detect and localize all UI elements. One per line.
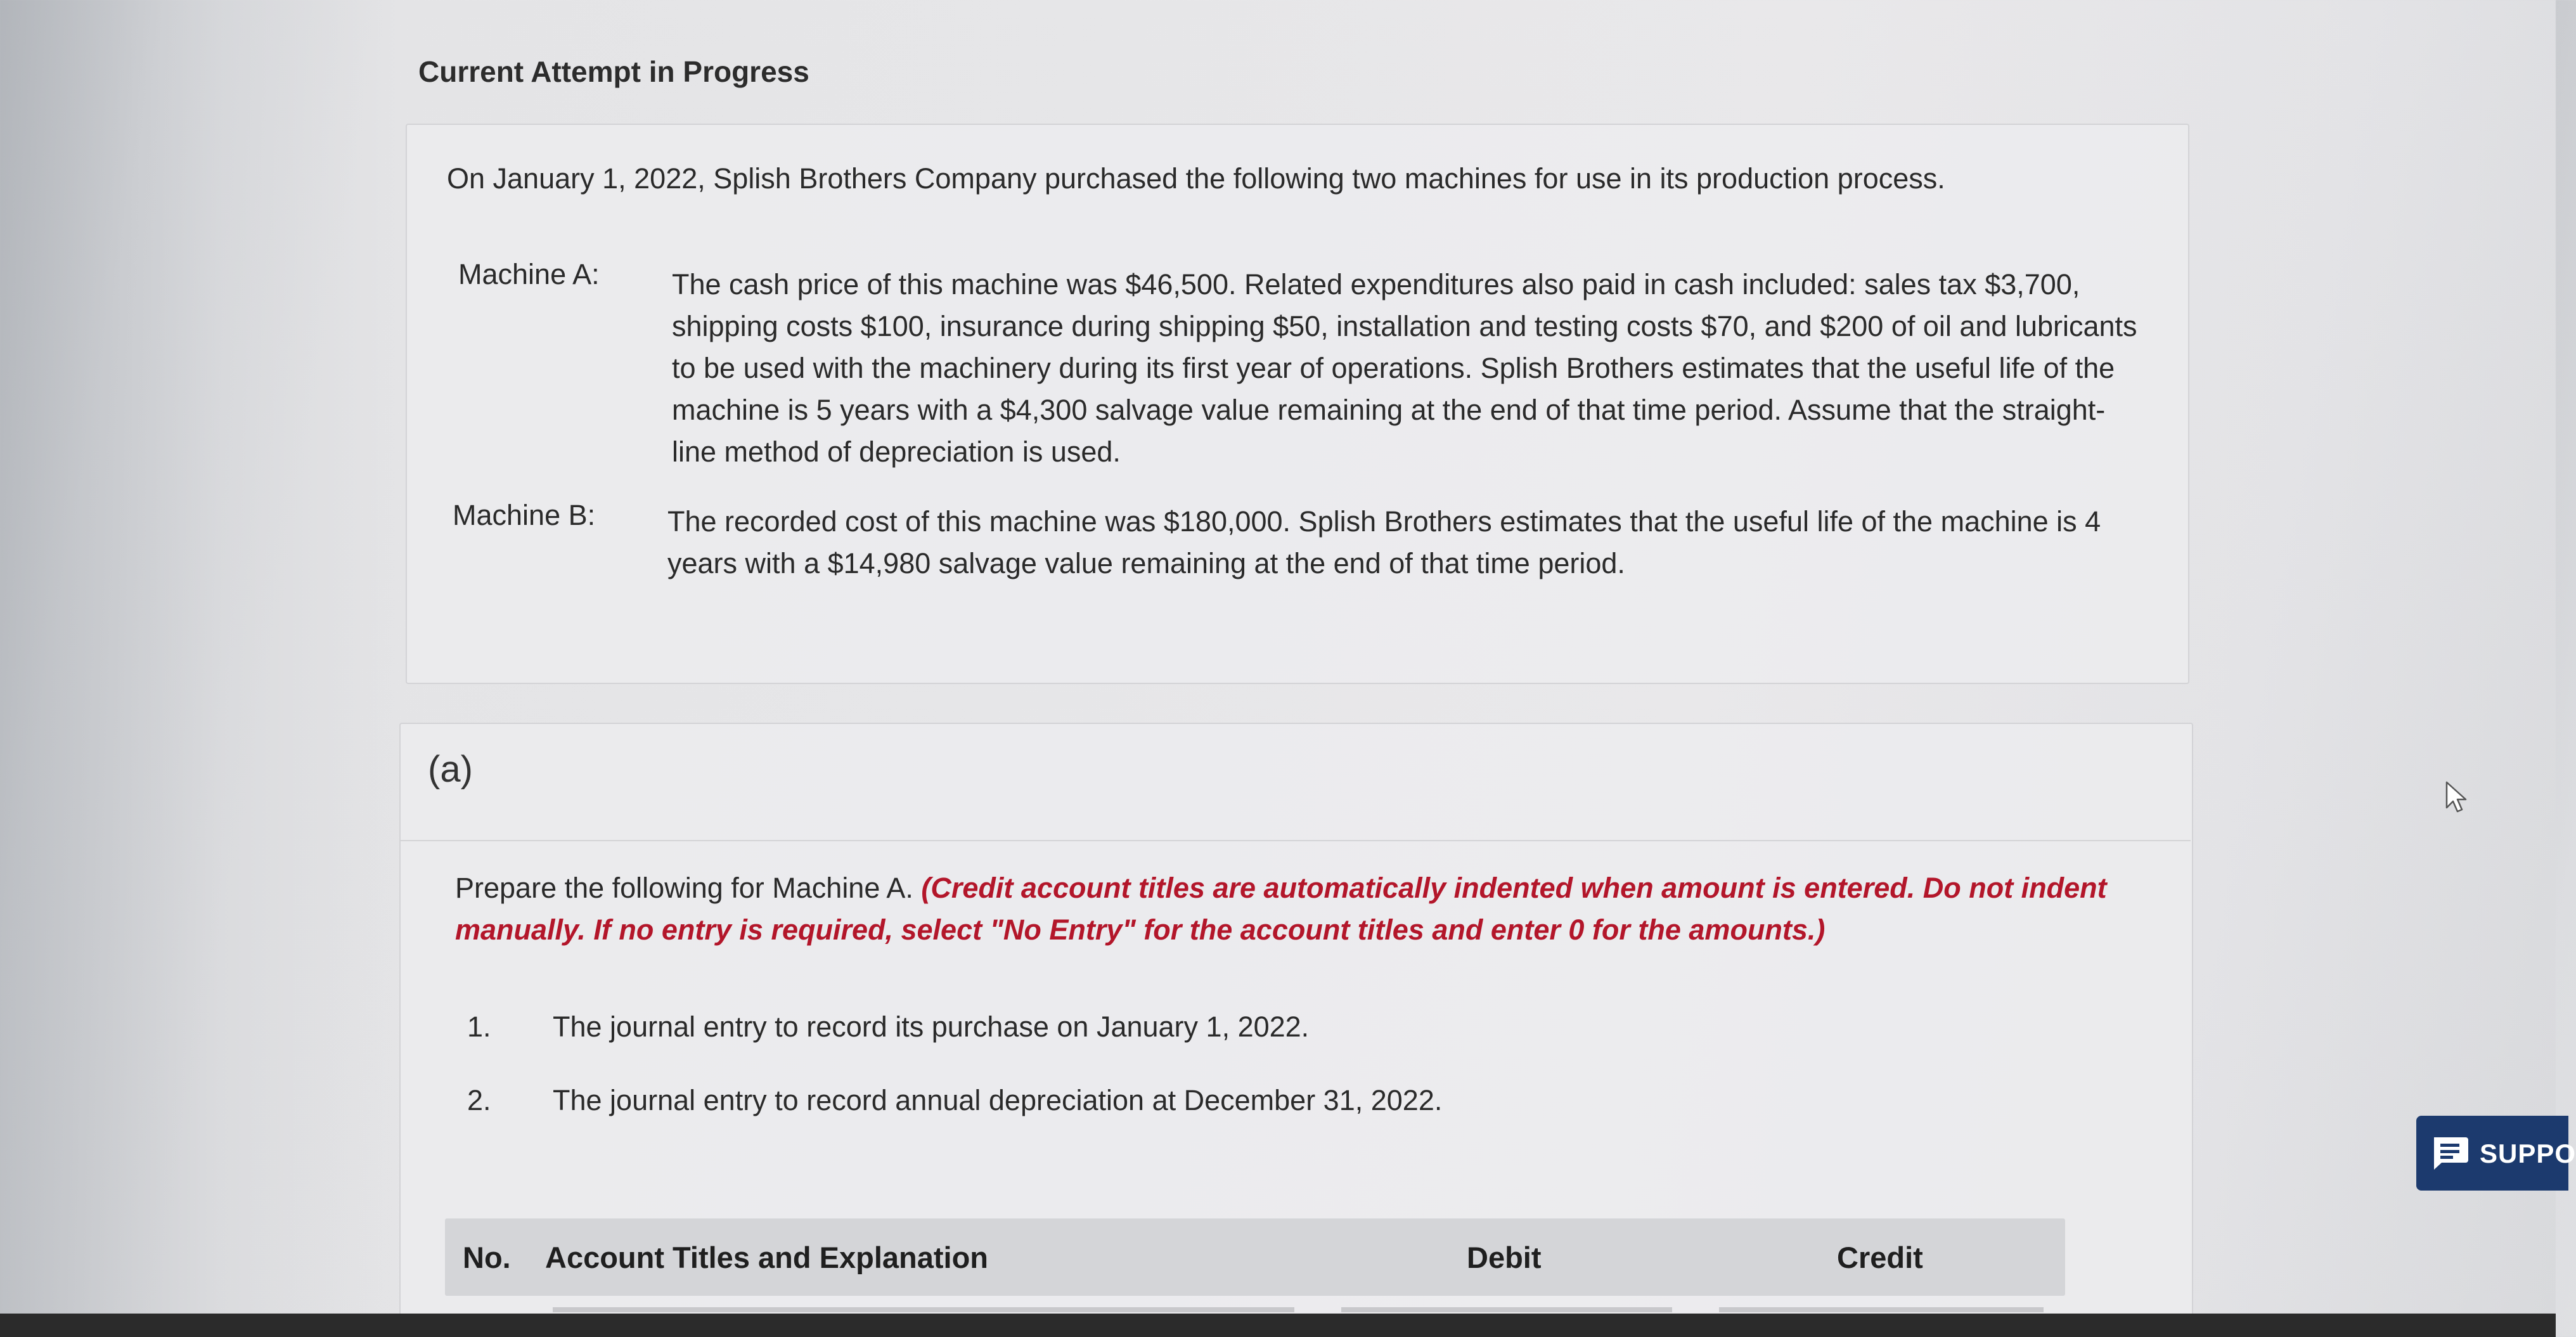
task-item [467,1008,1988,1046]
journal-table-header [445,1218,2065,1296]
machine-a-label: Machine A: [458,258,600,290]
part-a-label: (a) [428,749,473,790]
part-a-divider [399,840,2191,841]
background-shade [0,0,406,1337]
machine-b-label: Machine B: [453,499,596,531]
page-title: Current Attempt in Progress [418,55,809,88]
task-number: 1. [467,1011,491,1043]
column-header-debit: Debit [1467,1241,1542,1274]
part-a-instructions [455,867,2154,951]
credit-field-edge[interactable] [1719,1307,2044,1312]
machine-a-description: The cash price of this machine was $46,500. Related expenditures also paid in cash included: sales tax $3,700, shipping costs $100, insurance during shipping $50, installation and testing costs $70, and $200 of oil and lubricants to be used with the machinery during its first year of operations. Splish Brothers estimates that the useful life of the machine is 5 years with a $4,300 salvage value remaining at the end of that time period. Assume that the straight-line method of depreciation is used. [672,268,2137,468]
task-text: The journal entry to record annual depreciation at December 31, 2022. [553,1084,1443,1116]
account-title-field-edge[interactable] [553,1307,1294,1312]
support-label: SUPPO [2480,1139,2576,1168]
mouse-cursor-icon [2444,780,2470,815]
instruction-note: (Credit account titles are automatically indented when amount is entered. Do not indent manually. If no entry is required, select "No Entry" for the account titles and enter 0 for the amounts.) [455,872,2107,946]
column-header-account-titles: Account Titles and Explanation [545,1241,989,1274]
support-button[interactable] [2416,1116,2576,1191]
bottom-edge [0,1314,2556,1337]
task-text: The journal entry to record its purchase on January 1, 2022. [553,1011,1310,1043]
instruction-text: Prepare the following for Machine A. [455,872,922,904]
intro-text: On January 1, 2022, Splish Brothers Company purchased the following two machines for use in its production process. [447,162,1945,195]
task-item [467,1082,1988,1120]
debit-field-edge[interactable] [1341,1307,1672,1312]
column-header-no: No. [463,1241,511,1274]
task-number: 2. [467,1084,491,1116]
column-header-credit: Credit [1837,1241,1923,1274]
chat-icon [2430,1135,2470,1172]
machine-b-description: The recorded cost of this machine was $180,000. Splish Brothers estimates that the useful life of the machine is 4 years with a $14,980 salvage value remaining at the end of that time period. [667,505,2101,579]
